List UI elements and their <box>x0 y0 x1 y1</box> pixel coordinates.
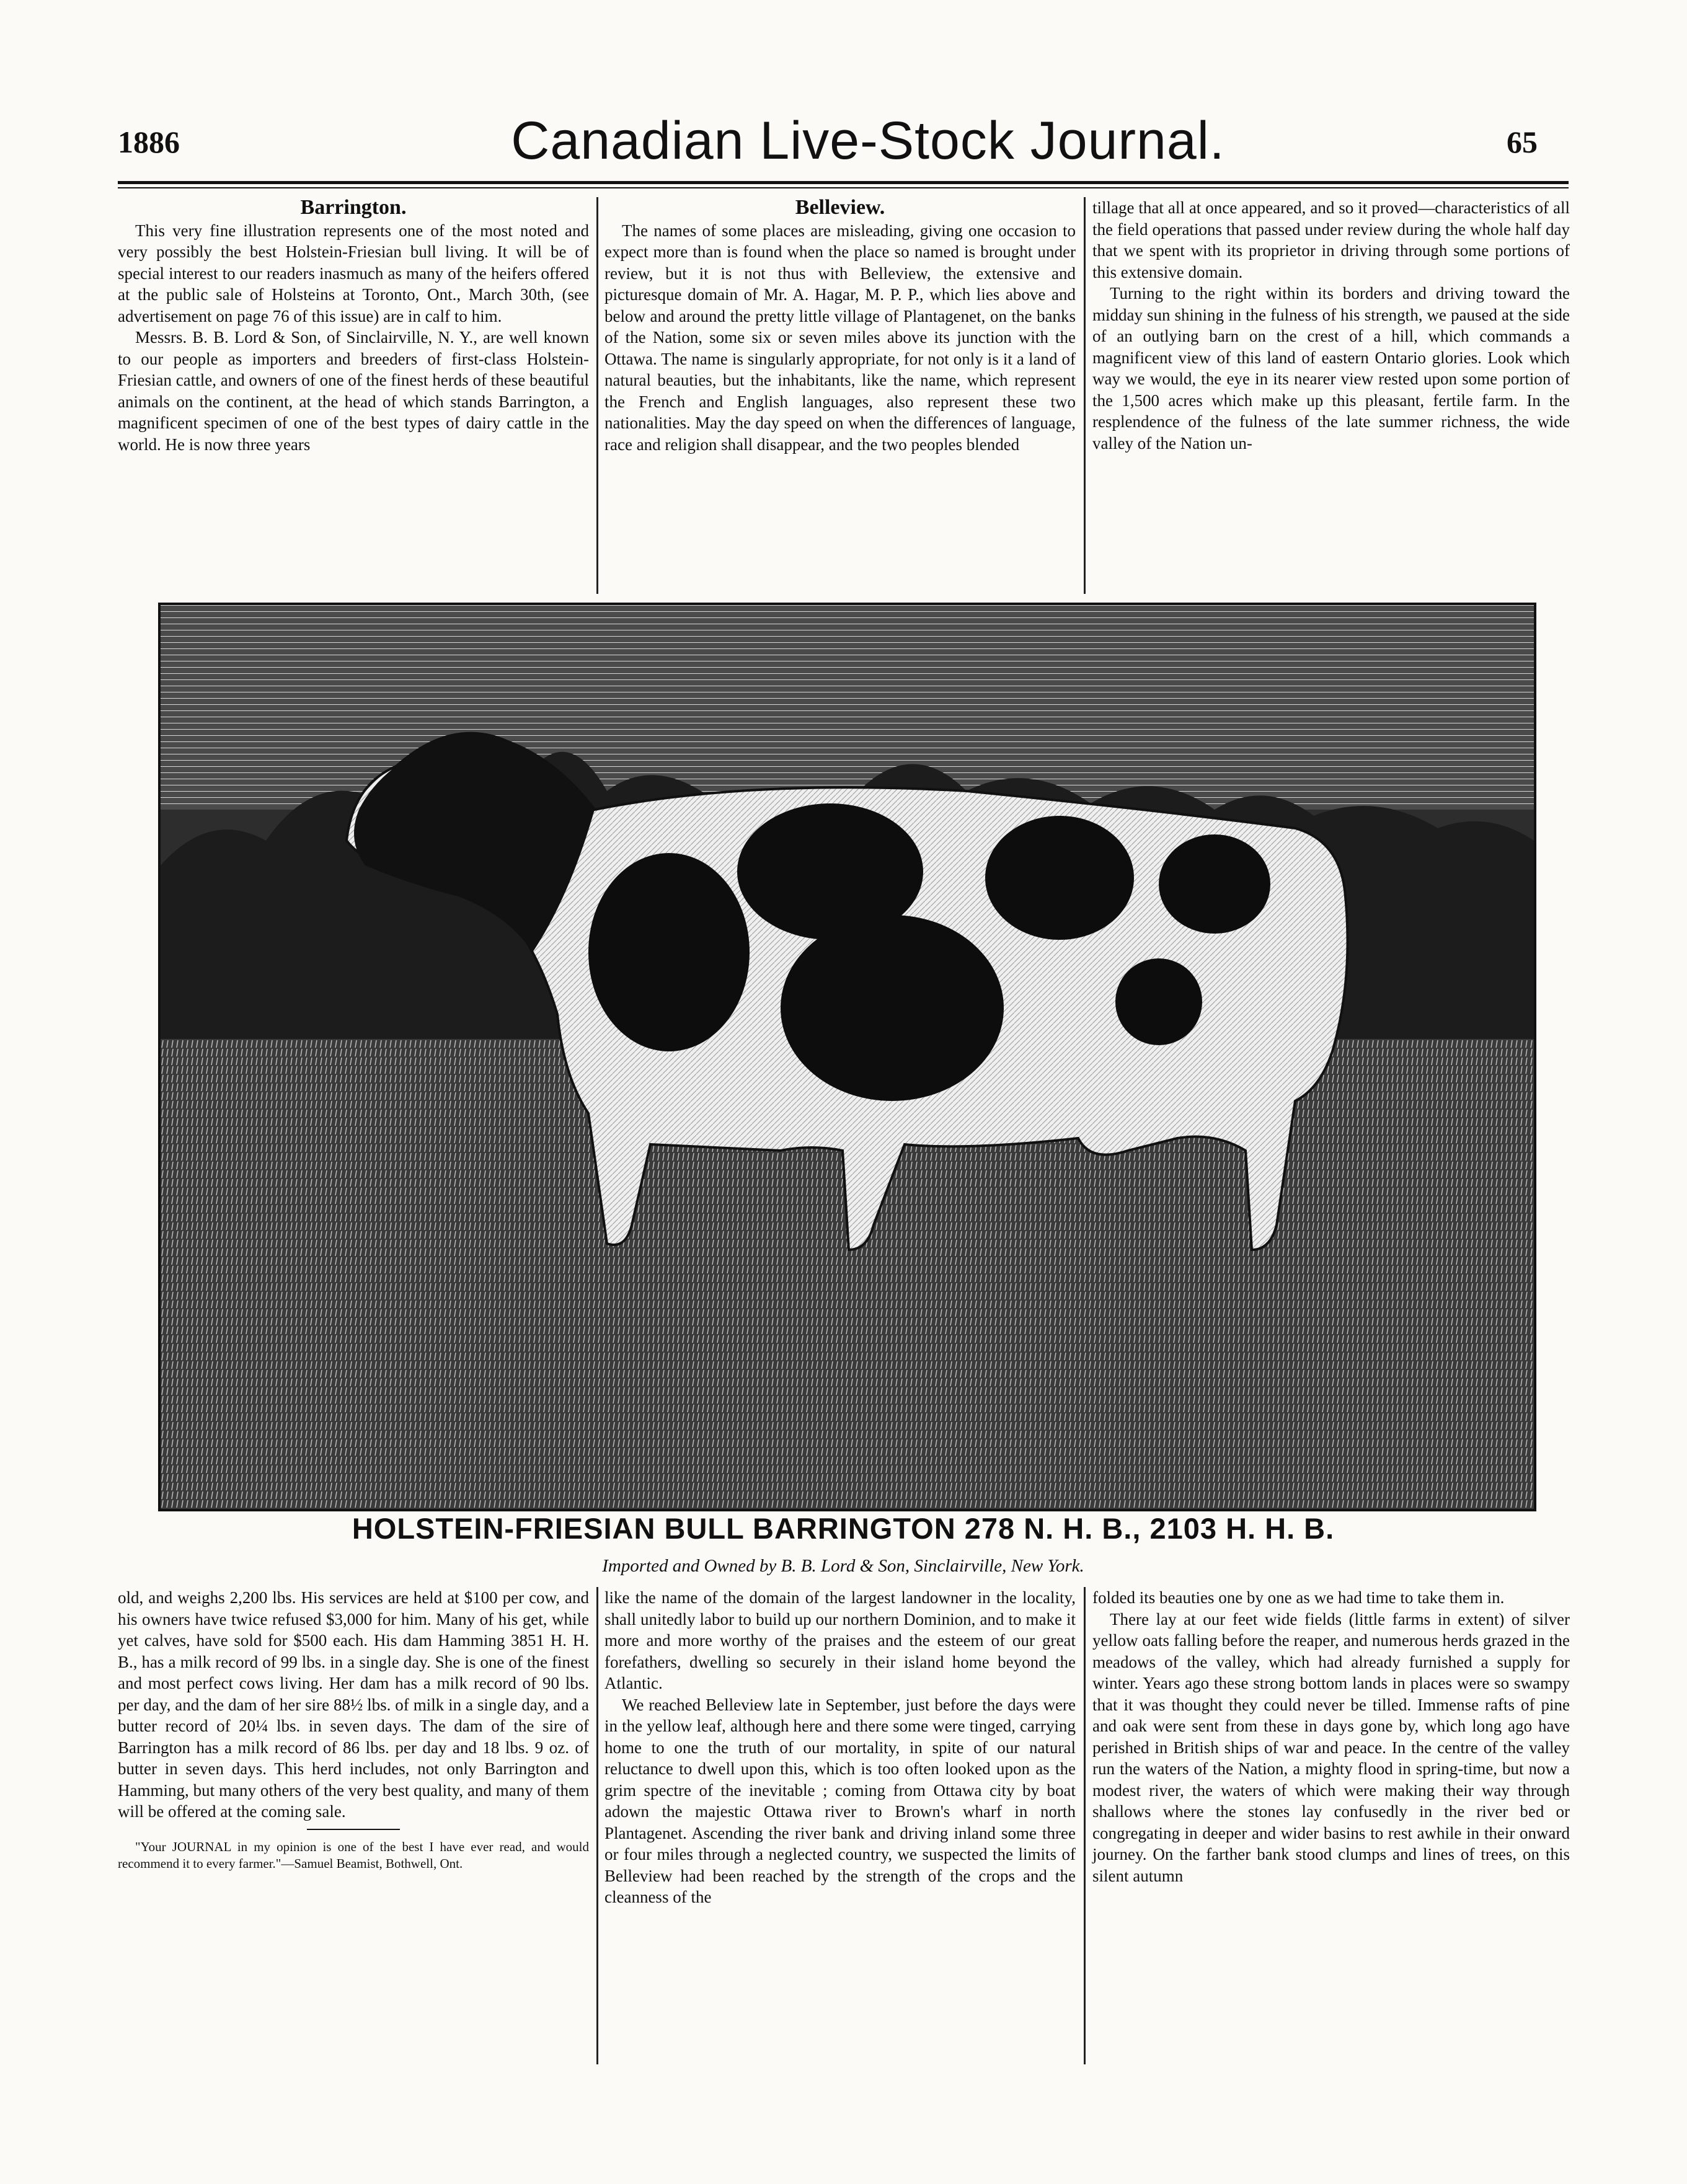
paragraph: The names of some places are misleading, giving one occasion to expect more than is found when the place so named is brought under review, but it is not thus with Belleview, the extensive and picturesque domain of Mr. A. Hagar, M. P. P., which lies above and below and around the pretty little village of Plantagenet, on the banks of the Nation, some six or seven miles above its junction with the Ottawa. The name is singularly appropriate, for not only is it a land of natural beauties, but the inhabitants, like the name, which represent the French and English languages, also represent these two nationalities. May the day speed on when the differences of language, race and religion shall disappear, and the two peoples blended <box>604 221 1076 454</box>
paragraph: Turning to the right within its borders and driving toward the midday sun shining in the fulness of his strength, we paused at the side of an outlying barn on the crest of a hill, which commands a magnificent view of this land of eastern Ontario glories. Look which way we would, the eye in its nearer view rested upon some portion of the 1,500 acres which make up this pleasant, fertile farm. In the resplendence of the fulness of the late summer richness, the wide valley of the Nation un- <box>1092 284 1570 453</box>
column-divider <box>1084 197 1086 594</box>
journal-title: Canadian Live-Stock Journal. <box>511 111 1225 170</box>
column-divider <box>1084 1587 1086 2064</box>
header-year: 1886 <box>118 125 180 159</box>
page-number: 65 <box>1507 125 1538 159</box>
paragraph: There lay at our feet wide fields (little farms in extent) of silver yellow oats falling before the reaper, and numerous herds grazed in the meadows of the valley, which had already furnished a supply for winter. Years ago these strong bottom lands in places were so swampy that it was thought they could never be tilled. Immense rafts of pine and oak were sent from these in days gone by, which long ago have perished in British ships of war and peace. In the centre of the valley run the waters of the Nation, a mighty flood in spring-time, but now a modest river, the waters of which were making their way through shallows where the stones lay confusedly in the river bed or congregating in deeper and wider basins to rest awhile in their onward journey. On the farther bank stood clumps and lines of trees, on this silent autumn <box>1092 1609 1570 1885</box>
header-rule-thin <box>118 187 1569 188</box>
paragraph: This very fine illustration represents one of the most noted and very possibly the best Holstein-Friesian bull living. It will be of special interest to our readers inasmuch as many of the heifers offered at the public sale of Holsteins at Toronto, Ont., March 30th, (see advertisement on page 76 of this issue) are in calf to him. <box>118 221 589 325</box>
article-belleview-continued-top <box>1092 197 1570 454</box>
paragraph: old, and weighs 2,200 lbs. His services are held at $100 per cow, and his owners have twice refused $3,000 for him. Many of his get, while yet calves, have sold for $500 each. His dam Hamming 3851 H. H. B., has a milk record of 99 lbs. in a single day. She is one of the finest and most perfect cows living. Her dam has a milk record of 90 lbs. per day, and the dam of her sire 88½ lbs. of milk in a single day, and a butter record of 20¼ lbs. in seven days. The dam of the sire of Barrington has a milk record of 86 lbs. per day and 18 lbs. 9 oz. of butter in seven days. This herd includes, not only Barrington and Hamming, but many others of the very best quality, and many of them will be offered at the coming sale. <box>118 1588 589 1821</box>
bull-engraving-illustration <box>158 603 1536 1511</box>
paragraph: Messrs. B. B. Lord & Son, of Sinclairville, N. Y., are well known to our people as importers and breeders of first-class Holstein-Friesian cattle, and owners of one of the finest herds of these beautiful animals on the continent, at the head of which stands Barrington, a magnificent specimen of one of the best types of dairy cattle in the world. He is now three years <box>118 328 589 454</box>
article-belleview-top <box>604 197 1076 455</box>
illustration-subcaption: Imported and Owned by B. B. Lord & Son, Sinclairville, New York. <box>602 1556 1084 1576</box>
article-heading: Barrington. <box>300 196 407 219</box>
testimonial-text: "Your JOURNAL in my opinion is one of the best I have ever read, and would recommend it to every farmer."—Samuel Beamist, Bothwell, Ont. <box>118 1839 589 1871</box>
illustration-caption: HOLSTEIN-FRIESIAN BULL BARRINGTON 278 N. H. B., 2103 H. H. B. <box>352 1512 1335 1545</box>
column-divider <box>596 1587 598 2064</box>
article-barrington-top <box>118 197 589 455</box>
bull-engraving-svg <box>161 605 1534 1509</box>
paragraph: like the name of the domain of the largest landowner in the locality, shall unitedly labor to build up our northern Dominion, and to make it more and more worthy of the praises and the esteem of our great forefathers, dwelling so securely in their island home beyond the Atlantic. <box>604 1588 1076 1692</box>
reader-testimonial <box>118 1839 589 1872</box>
paragraph: folded its beauties one by one as we had time to take them in. <box>1092 1588 1505 1607</box>
paragraph: We reached Belleview late in September, just before the days were in the yellow leaf, although here and there some were tinged, carrying home to one the truth of our mortality, in spite of our natural reluctance to dwell upon this, which is too often looked upon as the grim spectre of the inevitable ; coming from Ottawa city by boat adown the majestic Ottawa river to Brown's wharf in north Plantagenet. Ascending the river bank and driving inland some three or four miles through a neglected country, we suspected the limits of Belleview had been reached by the strength of the crops and the cleanness of the <box>604 1695 1076 1906</box>
article-barrington-bottom <box>118 1587 589 1872</box>
column-divider <box>596 197 598 594</box>
section-ornament-rule <box>307 1829 400 1830</box>
paragraph: tillage that all at once appeared, and so it proved—characteristics of all the field operations that passed under review during the whole half day that we spent with its proprietor in driving through some portions of this extensive domain. <box>1092 198 1570 281</box>
header-rule-thick <box>118 181 1569 184</box>
article-heading: Belleview. <box>795 196 885 219</box>
article-belleview-right <box>1092 1587 1570 1886</box>
article-belleview-middle <box>604 1587 1076 1908</box>
